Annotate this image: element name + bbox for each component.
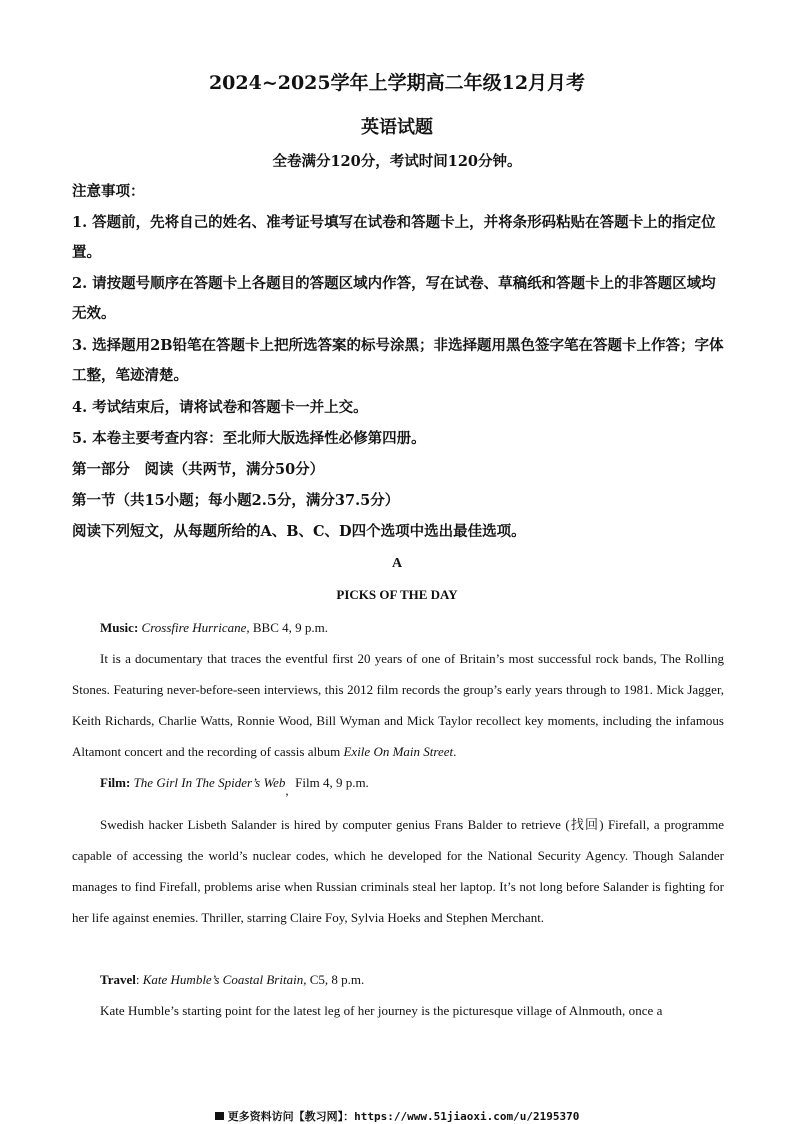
music-text-end: .	[453, 744, 457, 759]
part-heading: 第一部分 阅读（共两节，满分50分）	[72, 461, 325, 478]
film-entry	[72, 767, 724, 798]
note-item-3: 3. 选择题用2B铅笔在答题卡上把所选答案的标号涂黑；非选择题用黑色签字笔在答题卡上作答；字体工整，笔迹清楚。	[72, 337, 724, 384]
notes-heading: 注意事项：	[72, 183, 145, 200]
section-heading: 第一节（共15小题；每小题2.5分，满分37.5分）	[72, 492, 400, 509]
footer	[0, 1108, 794, 1124]
music-album: Exile On Main Street	[343, 744, 454, 759]
exam-subtitle: 英语试题	[361, 117, 433, 138]
passage-letter: A	[391, 556, 403, 571]
travel-paragraph: Kate Humble’s starting point for the latest leg of her journey is the picturesque village of Alnmouth, once a	[100, 1003, 663, 1018]
travel-title: Kate Humble’s Coastal Britain,	[142, 972, 307, 987]
footer-text[interactable]: 更多资料访问【教习网】：https://www.51jiaoxi.com/u/2195370	[227, 1110, 580, 1123]
film-comma: ,	[285, 783, 289, 798]
film-label: Film:	[100, 775, 131, 790]
music-entry	[72, 612, 724, 643]
music-label: Music:	[100, 620, 139, 635]
travel-label: Travel	[100, 972, 136, 987]
music-title: Crossfire Hurricane,	[141, 620, 250, 635]
exam-info: 全卷满分120分，考试时间120分钟。	[272, 153, 522, 170]
note-item-2: 2. 请按题号顺序在答题卡上各题目的答题区域内作答，写在试卷、草稿纸和答题卡上的非答题区域均无效。	[72, 275, 716, 322]
music-text: It is a documentary that traces the eventful first 20 years of one of Britain’s most successful rock bands, The Rolling Stones. Featuring never-before-seen interviews, this 2012 film records the group’s early years through to 1981. Mick Jagger, Keith Richards, Charlie Watts, Ronnie Wood, Bill Wyman and Mick Taylor recollect key moments, including the infamous Altamont concert and the recording of cassis album	[72, 651, 724, 759]
music-paragraph	[72, 643, 724, 767]
film-time: Film 4, 9 p.m.	[295, 775, 369, 790]
passage-heading: PICKS OF THE DAY	[336, 587, 458, 602]
travel-time: C5, 8 p.m.	[306, 972, 365, 987]
exam-title: 2024~2025学年上学期高二年级12月月考	[208, 72, 586, 94]
travel-entry	[72, 964, 724, 995]
note-item-5: 5. 本卷主要考查内容：至北师大版选择性必修第四册。	[72, 430, 426, 447]
instruction-text: 阅读下列短文，从每题所给的A、B、C、D四个选项中选出最佳选项。	[72, 523, 526, 540]
flag-icon	[215, 1112, 224, 1120]
note-item-1: 1. 答题前，先将自己的姓名、准考证号填写在试卷和答题卡上，并将条形码粘贴在答题卡上的指定位置。	[72, 214, 716, 261]
travel-colon: :	[135, 972, 143, 987]
note-item-4: 4. 考试结束后，请将试卷和答题卡一并上交。	[72, 399, 368, 416]
film-title: The Girl In The Spider’s Web	[133, 775, 286, 790]
film-paragraph: Swedish hacker Lisbeth Salander is hired by computer genius Frans Balder to retrieve (找回) Firefall, a programme capable of accessing the world’s nuclear codes, which he developed for the National Security Agency. Though Salander manages to find Firefall, problems arise when Russian criminals steal her laptop. It’s not long before Salander is fighting for her life against enemies. Thriller, starring Claire Foy, Sylvia Hoeks and Stephen Merchant.	[72, 817, 724, 925]
music-time: BBC 4, 9 p.m.	[249, 620, 329, 635]
